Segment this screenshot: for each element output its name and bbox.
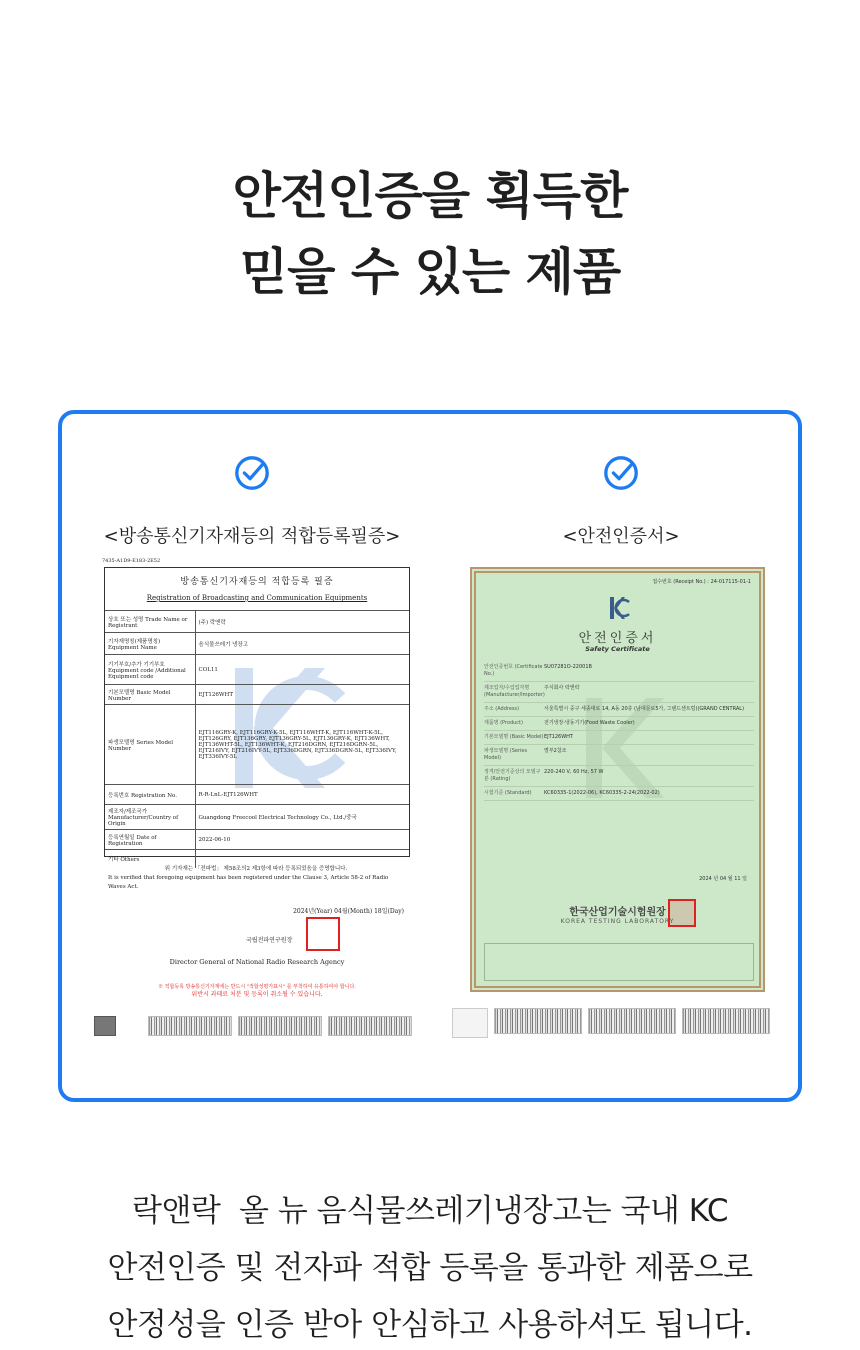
list-item: 제조업자/수입업자명 (Manufacturer/Importer) 주식회사 락앤락 <box>484 682 754 703</box>
barcode-strip <box>238 1016 322 1036</box>
list-item: 시험기준 (Standard) KC60335-1(2022-06), KC60335-2-24(2022-02) <box>484 787 754 801</box>
kc-mark-icon <box>608 595 630 621</box>
barcode-strip <box>452 1008 488 1038</box>
description-text <box>0 1183 860 1350</box>
table-row: 기기부호/추가 기기부호 Equipment code /Additional Equipment code COL11 <box>105 655 409 685</box>
barcode-strip <box>494 1008 582 1034</box>
director-title: Director General of National Radio Research Agency <box>169 958 345 966</box>
broadcasting-registration-certificate <box>98 555 416 1010</box>
cert-title-ko: 안전인증서 <box>578 631 657 646</box>
official-seal <box>668 899 696 927</box>
description-line-3: 안정성을 인증 받아 안심하고 사용하셔도 됩니다. <box>107 1307 753 1343</box>
list-item: 안전인증번호 (Certificate No.) SU07281O-22001B <box>484 661 754 682</box>
doc-number: 7435-A1D9-E183-2E52 <box>102 558 161 564</box>
table-row: 파생모델명 Series Model Number EJT116GRY-K, EJT116GRY-K-5L, EJT116WHT-K, EJT116WHT-K-5L, EJT126GRY, EJT136GRY, EJT136GRY-5L, EJT136GRY-K, EJT136WHT, EJT136WHT-5L, EJT136WHT-K, EJT216DGRN, EJT216DGRN-5L, EJT216IVY, EJT216IVY-5L, EJT336DGRN, EJT336DGRN-5L, EJT336IVY, EJT336IVY-5L <box>105 705 409 785</box>
barcode-strip <box>588 1008 676 1034</box>
table-row: 기자재명칭(제품명칭) Equipment Name 음식물쓰레기 냉장고 <box>105 633 409 655</box>
barcode-strip <box>148 1016 232 1036</box>
cert-frame <box>104 567 410 863</box>
issue-date: 2024년(Year) 04월(Month) 18일(Day) <box>293 908 404 915</box>
table-row: 상호 또는 성명 Trade Name or Registrant (주) 락앤락 <box>105 611 409 633</box>
cert-title-en: Registration of Broadcasting and Communication Equipments <box>146 594 368 602</box>
issuing-org-ko: 한국산업기술시험원장 <box>569 907 666 918</box>
barcode-strip <box>328 1016 412 1036</box>
list-item: 정격/안전기준상의 모델구분 (Rating) 220-240 V, 60 Hz, 57 W <box>484 766 754 787</box>
issue-date: 2024 년 04 월 11 일 <box>699 876 747 882</box>
table-row: 등록번호 Registration No. R-R-LnL-EJT126WHT <box>105 785 409 805</box>
list-item: 주소 (Address) 서울특별시 중구 세종대로 14, A동 20층 (남대문로5가, 그랜드센트럴)(GRAND CENTRAL) <box>484 703 754 717</box>
issuing-org-en: KOREA TESTING LABORATORY <box>560 918 675 925</box>
table-row: 제조자/제조국가 Manufacturer/Country of Origin Guangdong Freecool Electrical Technology Co., Ltd./중국 <box>105 805 409 830</box>
cert-title-ko: 방송통신기자재등의 적합등록 필증 <box>180 577 334 587</box>
check-circle-icon <box>233 454 271 492</box>
headline-line-2: 믿을 수 있는 제품 <box>239 243 621 301</box>
table-row: 기타 Others <box>105 850 409 868</box>
check-circle-icon <box>602 454 640 492</box>
warning-note: ※ 적합등록 방송통신기자재에는 반드시 "적합성평가표시" 를 부착하여 유통하여야 합니다. 위반시 과태료 처분 및 등록이 취소될 수 있습니다. <box>158 984 356 998</box>
headline <box>0 158 860 310</box>
left-cert-caption: <방송통신기자재등의 적합등록필증> <box>103 526 401 547</box>
right-cert-caption: <안전인증서> <box>562 526 680 547</box>
table-row: 등록연월일 Date of Registration 2022-06-10 <box>105 830 409 850</box>
cert-footer-box <box>484 943 754 981</box>
receipt-number: 접수번호 (Receipt No.) : 24-017115-01-1 <box>652 579 751 585</box>
verification-text: 위 기자재는 「전파법」 제58조의2 제3항에 따라 등록되었음을 증명합니다. It is verified that foregoing equipment has been registered under the Clause 3, Article 58-2 of Radio Waves Act. <box>108 866 389 890</box>
official-seal <box>306 917 340 951</box>
cert-title-en: Safety Certificate <box>585 645 650 653</box>
barcode-strip <box>94 1016 142 1036</box>
list-item: 제품명 (Product) 전기냉장·냉동기기(Food Waste Cooler) <box>484 717 754 731</box>
headline-line-1: 안전인증을 획득한 <box>232 167 628 225</box>
cert-rows <box>484 661 754 801</box>
safety-certificate <box>470 567 765 992</box>
list-item: 기본모델명 (Basic Model) EJT126WHT <box>484 731 754 745</box>
issuing-org: 국립전파연구원장 <box>246 937 293 944</box>
cert-table <box>105 610 409 868</box>
table-row: 기본모델명 Basic Model Number EJT126WHT <box>105 685 409 705</box>
description-line-2: 안전인증 및 전자파 적합 등록을 통과한 제품으로 <box>107 1250 753 1286</box>
list-item: 파생모델명 (Series Model) 별부2참조 <box>484 745 754 766</box>
barcode-strip <box>682 1008 770 1034</box>
description-line-1: 락앤락 올 뉴 음식물쓰레기냉장고는 국내 KC <box>132 1193 728 1229</box>
